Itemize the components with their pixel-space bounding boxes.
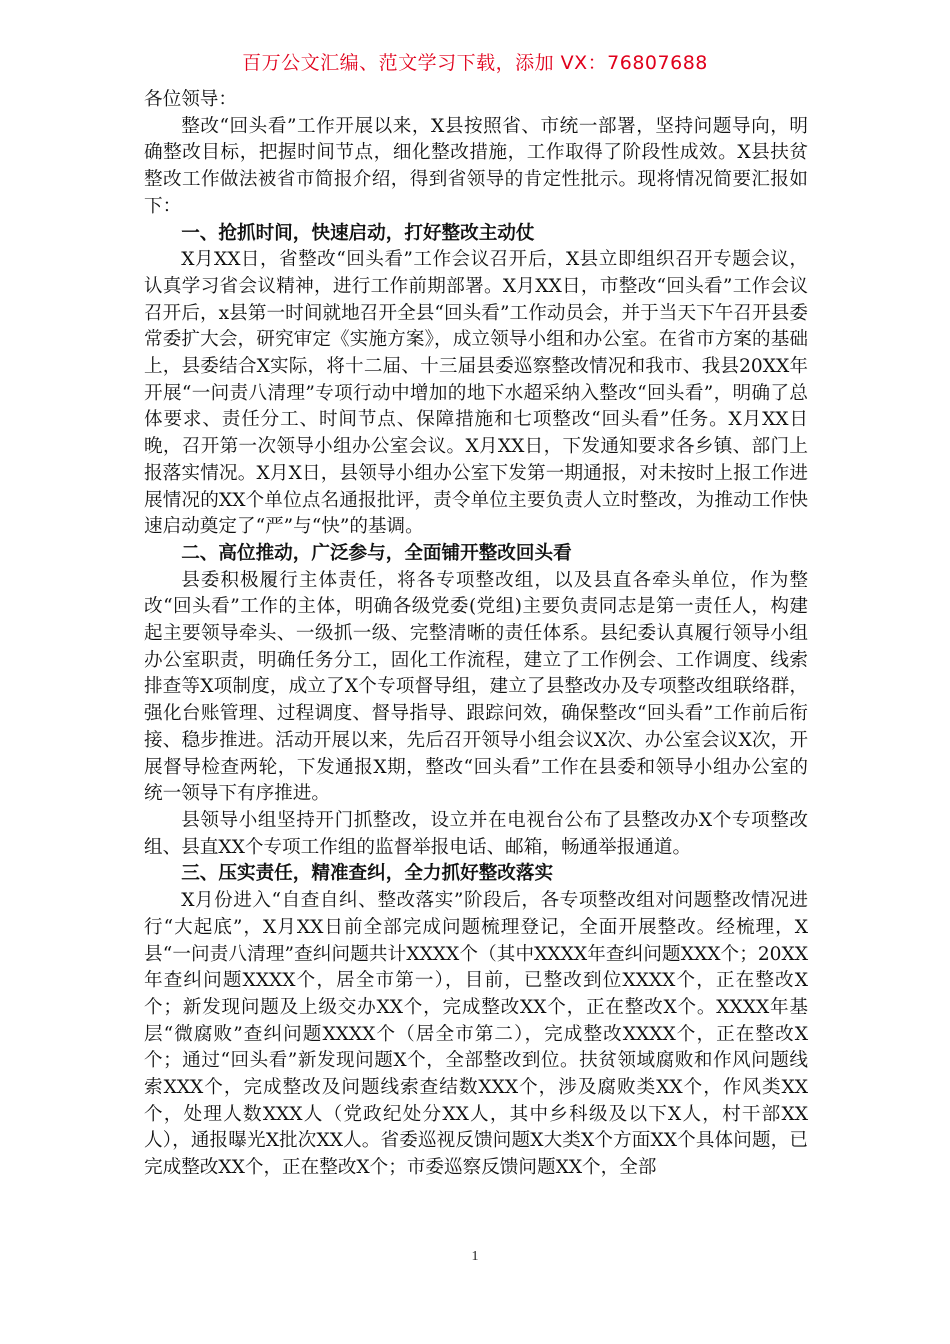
section-2-heading: 二、高位推动，广泛参与，全面铺开整改回头看 [181,542,572,564]
page-number: 1 [471,1249,479,1264]
intro-paragraph: 整改“回头看”工作开展以来，X县按照省、市统一部署，坚持问题导向，明确整改目标，把握时间节点，细化整改措施，工作取得了阶段性成效。X县扶贫整改工作做法被省市简报介绍，得到省领导的肯定性批示。现将情况简要汇报如下： [144,115,808,217]
section-1-heading: 一、抢抓时间，快速启动，打好整改主动仗 [181,222,535,244]
salutation: 各位领导： [144,89,237,110]
section-1-paragraph: X月XX日，省整改“回头看”工作会议召开后，X县立即组织召开专题会议，认真学习省会议精神，进行工作前期部署。X月XX日，市整改“回头看”工作会议召开后，x县第一时间就地召开全县“回头看”工作动员会，并于当天下午召开县委常委扩大会，研究审定《实施方案》，成立领导小组和办公室。在省市方案的基础上，县委结合X实际，将十二届、十三届县委巡察整改情况和我市、我县20XX年开展“一问责八清理”专项行动中增加的地下水超采纳入整改“回头看”，明确了总体要求、责任分工、时间节点、保障措施和七项整改“回头看”任务。X月XX日晚，召开第一次领导小组办公室会议。X月XX日，下发通知要求各乡镇、部门上报落实情况。X月X日，县领导小组办公室下发第一期通报，对未按时上报工作进展情况的XX个单位点名通报批评，责令单位主要负责人立时整改，为推动工作快速启动奠定了“严”与“快”的基调。 [144,249,808,538]
section-2-paragraph-2: 县领导小组坚持开门抓整改，设立并在电视台公布了县整改办X个专项整改组、县直XX个专项工作组的监督举报电话、邮箱，畅通举报通道。 [144,809,808,858]
document-body [144,87,808,1182]
promo-banner: 百万公文汇编、范文学习下载，添加 VX：76807688 [242,52,708,74]
section-2-paragraph-1: 县委积极履行主体责任，将各专项整改组，以及县直各牵头单位，作为整改“回头看”工作的主体，明确各级党委(党组)主要负责同志是第一责任人，构建起主要领导牵头、一级抓一级、完整清晰的责任体系。县纪委认真履行领导小组办公室职责，明确任务分工，固化工作流程，建立了工作例会、工作调度、线索排查等X项制度，成立了X个专项督导组，建立了县整改办及专项整改组联络群，强化台账管理、过程调度、督导指导、跟踪问效，确保整改“回头看”工作前后衔接、稳步推进。活动开展以来，先后召开领导小组会议X次、办公室会议X次，开展督导检查两轮，下发通报X期，整改“回头看”工作在县委和领导小组办公室的统一领导下有序推进。 [144,569,808,805]
section-3-paragraph: X月份进入“自查自纠、整改落实”阶段后，各专项整改组对问题整改情况进行“大起底”，X月XX日前全部完成问题梳理登记，全面开展整改。经梳理，X县“一问责八清理”查纠问题共计XXXX个（其中XXXX年查纠问题XXX个；20XX年查纠问题XXXX个，居全市第一），目前，已整改到位XXXX个，正在整改X个；新发现问题及上级交办XX个，完成整改XX个，正在整改X个。XXXX年基层“微腐败”查纠问题XXXX个（居全市第二），完成整改XXXX个，正在整改X个；通过“回头看”新发现问题X个，全部整改到位。扶贫领域腐败和作风问题线索XXX个，完成整改及问题线索查结数XXX个，涉及腐败类XX个，作风类XX个，处理人数XXX人（党政纪处分XX人，其中乡科级及以下X人，村干部XX人），通报曝光X批次XX人。省委巡视反馈问题X大类X个方面XX个具体问题，已完成整改XX个，正在整改X个；市委巡察反馈问题XX个，全部 [144,890,808,1179]
section-3-heading: 三、压实责任，精准查纠，全力抓好整改落实 [181,863,554,885]
